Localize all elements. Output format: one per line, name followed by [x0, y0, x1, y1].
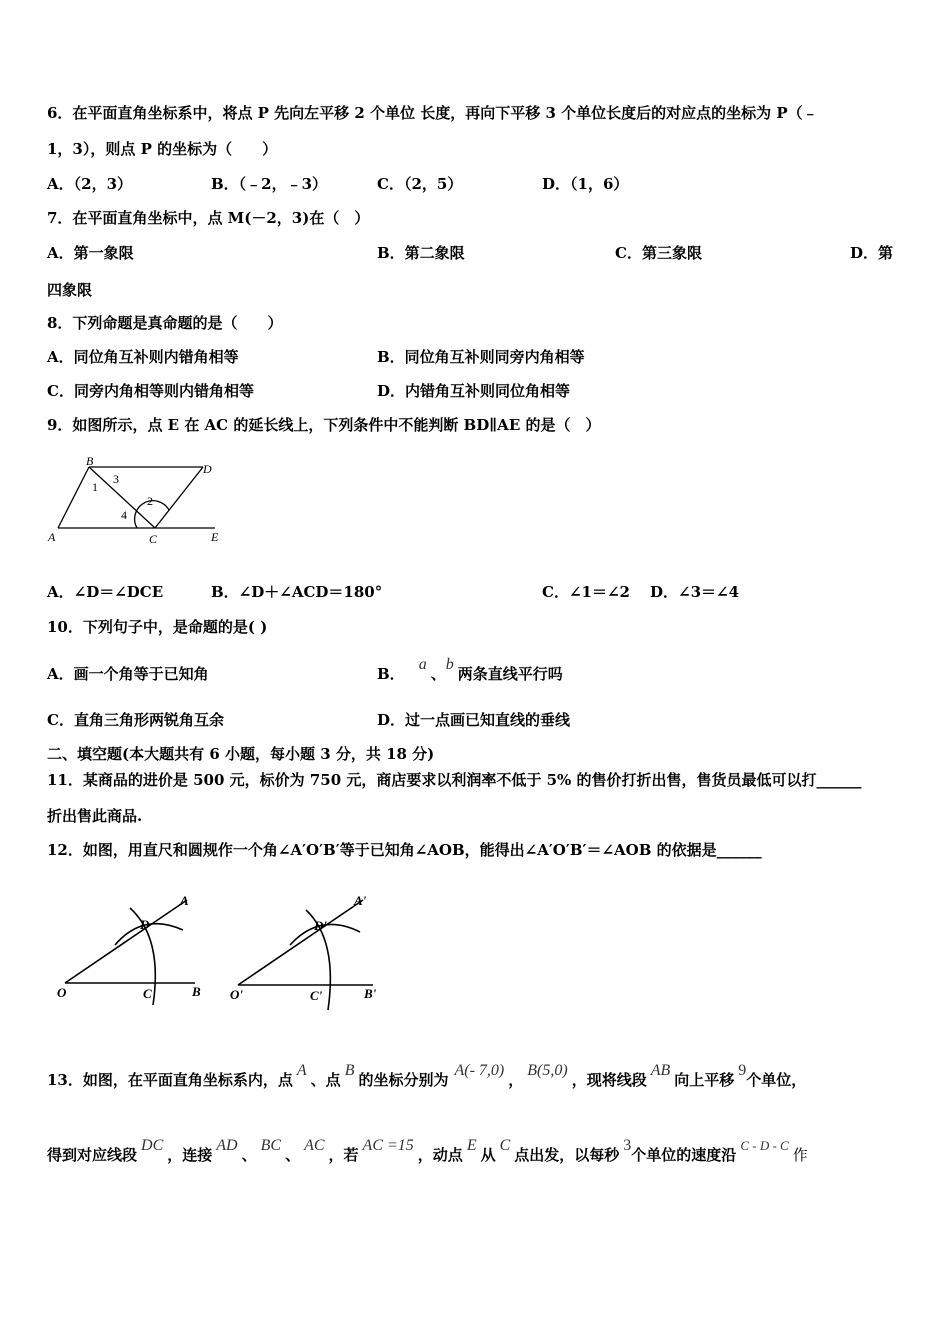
fig2-label-d: D' [314, 918, 327, 933]
ray-o2a2 [238, 900, 363, 985]
q13-text-5: 向上平移 [674, 1071, 735, 1089]
section-2-heading: 二、填空题(本大题共有 6 小题，每小题 3 分，共 18 分) [47, 745, 435, 763]
fig1-label-o: O [57, 985, 67, 1000]
q9-option-b: B．∠D＋∠ACD＝180° [211, 583, 383, 601]
q13-text-16: 作 [792, 1146, 808, 1164]
q13-text-12: ，动点 [417, 1146, 463, 1164]
q13-segment-bc: BC [260, 1137, 282, 1154]
q7-option-b: B．第二象限 [377, 244, 465, 262]
q13-text-6: 个单位， [746, 1071, 807, 1089]
q10-option-c: C．直角三角形两锐角互余 [47, 711, 224, 729]
q12-figure-original [55, 890, 205, 1005]
q13-segment-dc: DC [141, 1137, 164, 1154]
q13-point-e: E [466, 1137, 477, 1154]
q13-line2 [47, 1137, 808, 1166]
q13-text-1: 13．如图，在平面直角坐标系内，点 [47, 1071, 293, 1089]
label-e: E [211, 530, 219, 544]
q10-separator: 、 [430, 665, 446, 683]
q10-var-b: b [445, 656, 454, 673]
q8-option-b: B．同位角互补则同旁内角相等 [377, 348, 585, 366]
q6-line2: 1，3），则点 P 的坐标为（ ） [47, 140, 278, 158]
q10-var-a: a [418, 656, 427, 673]
q13-text-8: ，连接 [167, 1146, 213, 1164]
q13-point-c: C [499, 1137, 511, 1154]
q13-text-3: 的坐标分别为 [358, 1071, 449, 1089]
q6-option-d: D．（1，6） [542, 175, 629, 193]
q13-point-a: A [296, 1062, 307, 1079]
q9-stem: 9．如图所示，点 E 在 AC 的延长线上，下列条件中不能判断 BD∥AE 的是（ ） [47, 416, 601, 434]
q13-text-15: 个单位的速度沿 [631, 1146, 737, 1164]
q6-line1: 6．在平面直角坐标系中，将点 P 先向左平移 2 个单位 长度，再向下平移 3 个单位长度后的对应点的坐标为 P（﹣ [47, 104, 818, 122]
fig2-label-c: C' [310, 988, 323, 1003]
q13-text-11: ，若 [328, 1146, 359, 1164]
q7-option-d-wrap: 四象限 [47, 281, 93, 299]
q13-text-9: 、 [241, 1146, 257, 1164]
q13-text-13: 从 [480, 1146, 496, 1164]
label-c: C [149, 532, 158, 546]
q10-option-a: A．画一个角等于已知角 [47, 665, 209, 683]
q13-coord-a: A(- 7,0) [454, 1062, 505, 1079]
q12-figure-constructed [228, 890, 388, 1020]
q13-path-cdc: C - D - C [740, 1138, 789, 1153]
q13-ac-equals-15: AC =15 [362, 1137, 414, 1154]
fig2-label-b: B' [364, 986, 377, 1001]
q10-stem: 10．下列句子中，是命题的是( ) [47, 618, 268, 636]
q13-text-14: 点出发，以每秒 [514, 1146, 620, 1164]
q13-segment-ad: AD [216, 1137, 238, 1154]
q12-stem: 12．如图，用直尺和圆规作一个角∠A′O′B′等于已知角∠AOB，能得出∠A′O′B′＝∠AOB 的依据是______ [47, 841, 762, 859]
q13-text-7: 得到对应线段 [47, 1146, 138, 1164]
angle-label-1: 1 [92, 480, 98, 494]
angle-label-4: 4 [121, 508, 127, 522]
q7-option-a: A．第一象限 [47, 244, 134, 262]
label-a: A [48, 530, 56, 544]
q13-text-2: 、点 [310, 1071, 341, 1089]
q13-comma: ， [508, 1071, 524, 1089]
angle-label-2: 2 [147, 494, 153, 508]
q13-line1 [47, 1062, 807, 1091]
q7-option-c: C．第三象限 [615, 244, 702, 262]
q9-option-a: A．∠D＝∠DCE [47, 583, 164, 601]
q6-option-a: A．（2，3） [47, 175, 133, 193]
q13-text-10: 、 [285, 1146, 301, 1164]
q10-option-b [377, 656, 563, 685]
fig1-label-a: A [180, 893, 189, 908]
q13-segment-ac: AC [304, 1137, 325, 1154]
fig1-label-b: B [192, 984, 201, 999]
fig2-label-o: O' [230, 987, 243, 1002]
q7-option-d: D．第 [850, 244, 894, 262]
angle-label-3: 3 [113, 472, 119, 486]
q11-line1: 11．某商品的进价是 500 元，标价为 750 元，商店要求以利润率不低于 5% 的售价打折出售，售货员最低可以打______ [47, 771, 862, 789]
fig1-label-d: D [140, 917, 150, 932]
q6-option-b: B．（﹣2，﹣3） [211, 175, 328, 193]
q9-option-d: D．∠3＝∠4 [650, 583, 740, 601]
q13-number-9: 9 [738, 1062, 747, 1079]
q10-option-d: D．过一点画已知直线的垂线 [377, 711, 571, 729]
fig2-label-a: A' [354, 893, 367, 908]
q6-option-c: C．（2，5） [377, 175, 463, 193]
q13-text-4: ，现将线段 [571, 1071, 647, 1089]
q10-option-b-prefix: B． [377, 665, 405, 683]
q9-figure [45, 455, 230, 550]
q13-number-3: 3 [623, 1137, 632, 1154]
q9-option-c: C．∠1＝∠2 [542, 583, 630, 601]
q8-option-d: D．内错角互补则同位角相等 [377, 382, 571, 400]
q7-stem: 7．在平面直角坐标中，点 M(－2，3)在（ ） [47, 209, 370, 227]
q13-point-b: B [344, 1062, 355, 1079]
q10-option-b-suffix: 两条直线平行吗 [457, 665, 563, 683]
line-ab [58, 467, 89, 528]
q11-line2: 折出售此商品. [47, 807, 143, 825]
fig1-label-c: C [143, 986, 152, 1001]
label-b: B [86, 455, 94, 468]
ray-oa [65, 900, 187, 983]
q13-segment-ab: AB [650, 1062, 671, 1079]
q8-option-c: C．同旁内角相等则内错角相等 [47, 382, 254, 400]
line-dc [155, 467, 203, 528]
label-d: D [203, 462, 212, 476]
q8-stem: 8．下列命题是真命题的是（ ） [47, 314, 283, 332]
q8-option-a: A．同位角互补则内错角相等 [47, 348, 239, 366]
q13-coord-b: B(5,0) [527, 1062, 568, 1079]
